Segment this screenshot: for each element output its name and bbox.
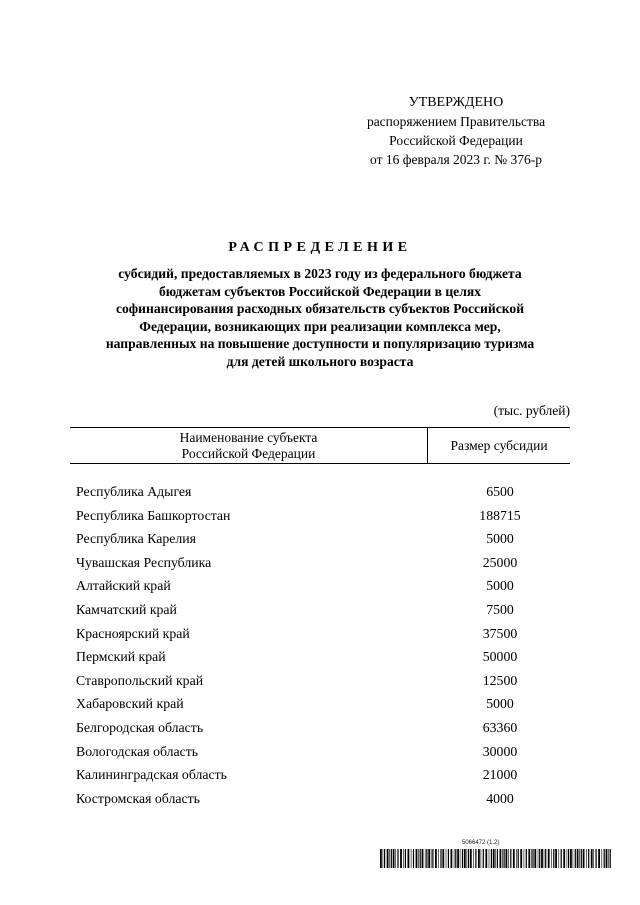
approval-line: распоряжением Правительства: [366, 114, 546, 129]
approval-line: Российской Федерации: [389, 133, 523, 148]
region-name: Калининградская область: [76, 767, 227, 783]
column-header-name-line: Наименование субъекта: [179, 429, 318, 445]
subsidy-value: 5000: [486, 696, 514, 712]
document-code: 5066472 (1.2): [462, 840, 500, 846]
table-row: [0, 598, 640, 622]
table-row: [0, 527, 640, 551]
table-header: [70, 427, 570, 464]
subtitle-line: субсидий, предоставляемых в 2023 году из федерального бюджета: [118, 266, 522, 281]
subtitle-line: софинансирования расходных обязательств субъектов Российской: [115, 301, 525, 317]
region-name: Чувашская Республика: [76, 554, 212, 570]
subsidy-value: 37500: [482, 625, 518, 641]
table-row: [0, 716, 640, 740]
table-row: [0, 480, 640, 504]
region-name: Красноярский край: [76, 625, 190, 641]
subsidy-value: 6500: [486, 484, 514, 499]
column-header-name: [70, 428, 428, 463]
table-body: [0, 480, 640, 810]
subsidy-value: 50000: [482, 649, 518, 665]
table-row: [0, 669, 640, 693]
subsidy-value: 188715: [479, 507, 521, 523]
table-row: [0, 692, 640, 716]
region-name: Ставропольский край: [76, 672, 204, 688]
region-name: Костромская область: [76, 790, 200, 806]
subtitle-line: для детей школьного возраста: [226, 353, 414, 369]
table-row: [0, 551, 640, 575]
subsidy-value: 7500: [486, 601, 514, 617]
subsidy-value: 5000: [486, 578, 514, 594]
region-name: Республика Карелия: [76, 531, 196, 547]
subsidy-value: 63360: [482, 719, 518, 735]
table-row: [0, 763, 640, 787]
region-name: Пермский край: [76, 649, 166, 665]
approval-heading: УТВЕРЖДЕНО: [408, 95, 504, 110]
region-name: Вологодская область: [76, 743, 199, 759]
region-name: Алтайский край: [76, 578, 171, 594]
subtitle-line: бюджетам субъектов Российской Федерации в целях: [159, 283, 481, 299]
subsidy-value: 21000: [482, 767, 518, 783]
table-row: [0, 740, 640, 764]
approval-block: [352, 93, 560, 169]
barcode: [380, 849, 614, 868]
table-row: [0, 574, 640, 598]
subsidy-value: 30000: [482, 743, 518, 759]
subtitle-line: Федерации, возникающих при реализации комплекса мер,: [139, 318, 501, 334]
table-row: [0, 622, 640, 646]
document-subtitle: [70, 265, 570, 371]
column-header-name-line: Российской Федерации: [181, 445, 316, 461]
table-row: [0, 645, 640, 669]
region-name: Республика Башкортостан: [76, 507, 231, 523]
column-header-size: Размер субсидии: [450, 437, 548, 453]
region-name: Белгородская область: [76, 719, 204, 735]
subsidy-value: 25000: [482, 554, 518, 570]
region-name: Республика Адыгея: [76, 484, 192, 499]
subsidy-value: 4000: [486, 790, 514, 806]
approval-line: от 16 февраля 2023 г. № 376-р: [370, 152, 542, 167]
table-row: [0, 787, 640, 811]
subsidy-value: 5000: [486, 531, 514, 547]
subsidy-value: 12500: [482, 672, 518, 688]
units-label: (тыс. рублей): [493, 403, 570, 418]
table-row: [0, 504, 640, 528]
subtitle-line: направленных на повышение доступности и популяризацию туризма: [105, 336, 535, 352]
region-name: Камчатский край: [76, 601, 177, 617]
document-title: РАСПРЕДЕЛЕНИЕ: [228, 240, 412, 255]
region-name: Хабаровский край: [76, 696, 184, 712]
